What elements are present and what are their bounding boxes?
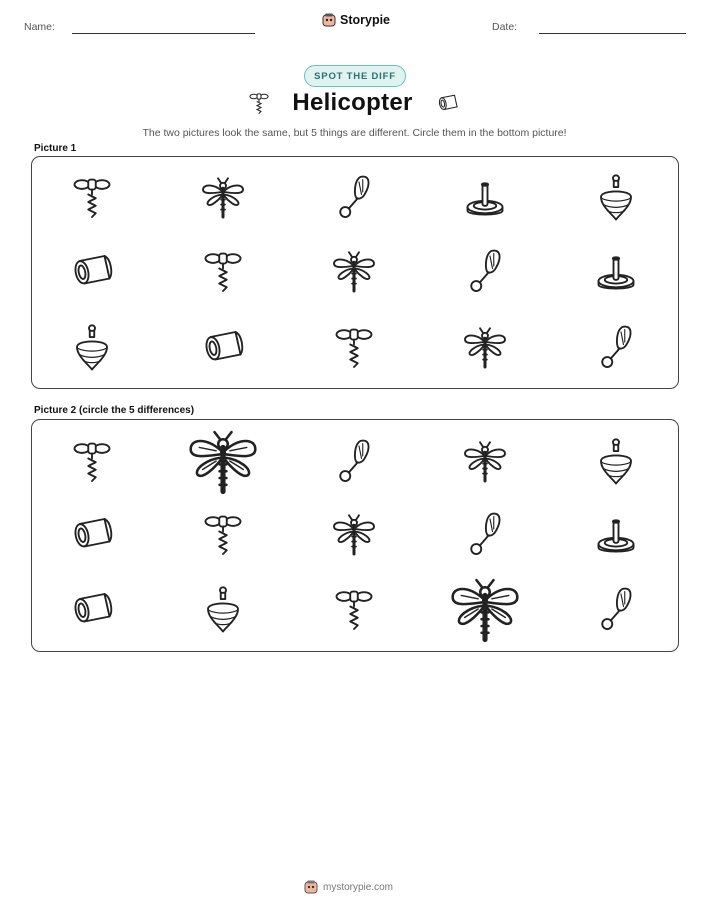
spoon-icon — [460, 509, 510, 559]
footer — [304, 880, 393, 894]
spinning-top-base-icon — [591, 246, 641, 296]
brand-name: Storypie — [340, 13, 391, 27]
spot-the-diff-badge: SPOT THE DIFF — [304, 65, 406, 87]
spinning-top-icon — [591, 436, 641, 486]
dragonfly-icon — [329, 246, 379, 296]
corkscrew-icon — [67, 436, 117, 486]
brand-logo — [322, 13, 390, 27]
picture-1-label: Picture 1 — [34, 143, 77, 154]
corkscrew-icon — [329, 584, 379, 634]
dragonfly-large-icon — [451, 575, 519, 643]
tube-icon — [67, 246, 117, 296]
name-line[interactable] — [72, 33, 255, 34]
date-line[interactable] — [539, 33, 686, 34]
spinning-top-base-icon — [460, 172, 510, 222]
corkscrew-icon — [67, 172, 117, 222]
spinning-top-icon — [67, 322, 117, 372]
corkscrew-icon — [198, 509, 248, 559]
spoon-icon — [329, 436, 379, 486]
instructions: The two pictures look the same, but 5 things are different. Circle them in the bottom picture! — [142, 127, 567, 139]
spoon-icon — [591, 322, 641, 372]
spoon-icon — [329, 172, 379, 222]
picture-2-panel[interactable] — [31, 419, 679, 652]
corkscrew-icon — [198, 246, 248, 296]
title-row — [0, 89, 709, 117]
dragonfly-large-icon — [189, 427, 257, 495]
name-label: Name: — [24, 21, 55, 33]
spinning-top-icon — [591, 172, 641, 222]
storypie-mascot-icon — [304, 880, 318, 894]
dragonfly-icon — [460, 322, 510, 372]
picture-2-label: Picture 2 (circle the 5 differences) — [34, 405, 195, 416]
dragonfly-icon — [198, 172, 248, 222]
spinning-top-base-icon — [591, 509, 641, 559]
dragonfly-icon — [460, 436, 510, 486]
corkscrew-icon — [246, 90, 272, 116]
spinning-top-icon — [198, 584, 248, 634]
tube-icon — [67, 584, 117, 634]
tube-icon — [67, 509, 117, 559]
spoon-icon — [591, 584, 641, 634]
dragonfly-icon — [329, 509, 379, 559]
tube-icon — [433, 90, 463, 116]
date-label: Date: — [492, 21, 518, 33]
page-title: Helicopter — [292, 89, 413, 116]
storypie-mascot-icon — [322, 13, 336, 27]
spoon-icon — [460, 246, 510, 296]
footer-url[interactable]: mystorypie.com — [323, 881, 394, 893]
tube-icon — [198, 322, 248, 372]
picture-1-panel — [31, 156, 679, 389]
corkscrew-icon — [329, 322, 379, 372]
